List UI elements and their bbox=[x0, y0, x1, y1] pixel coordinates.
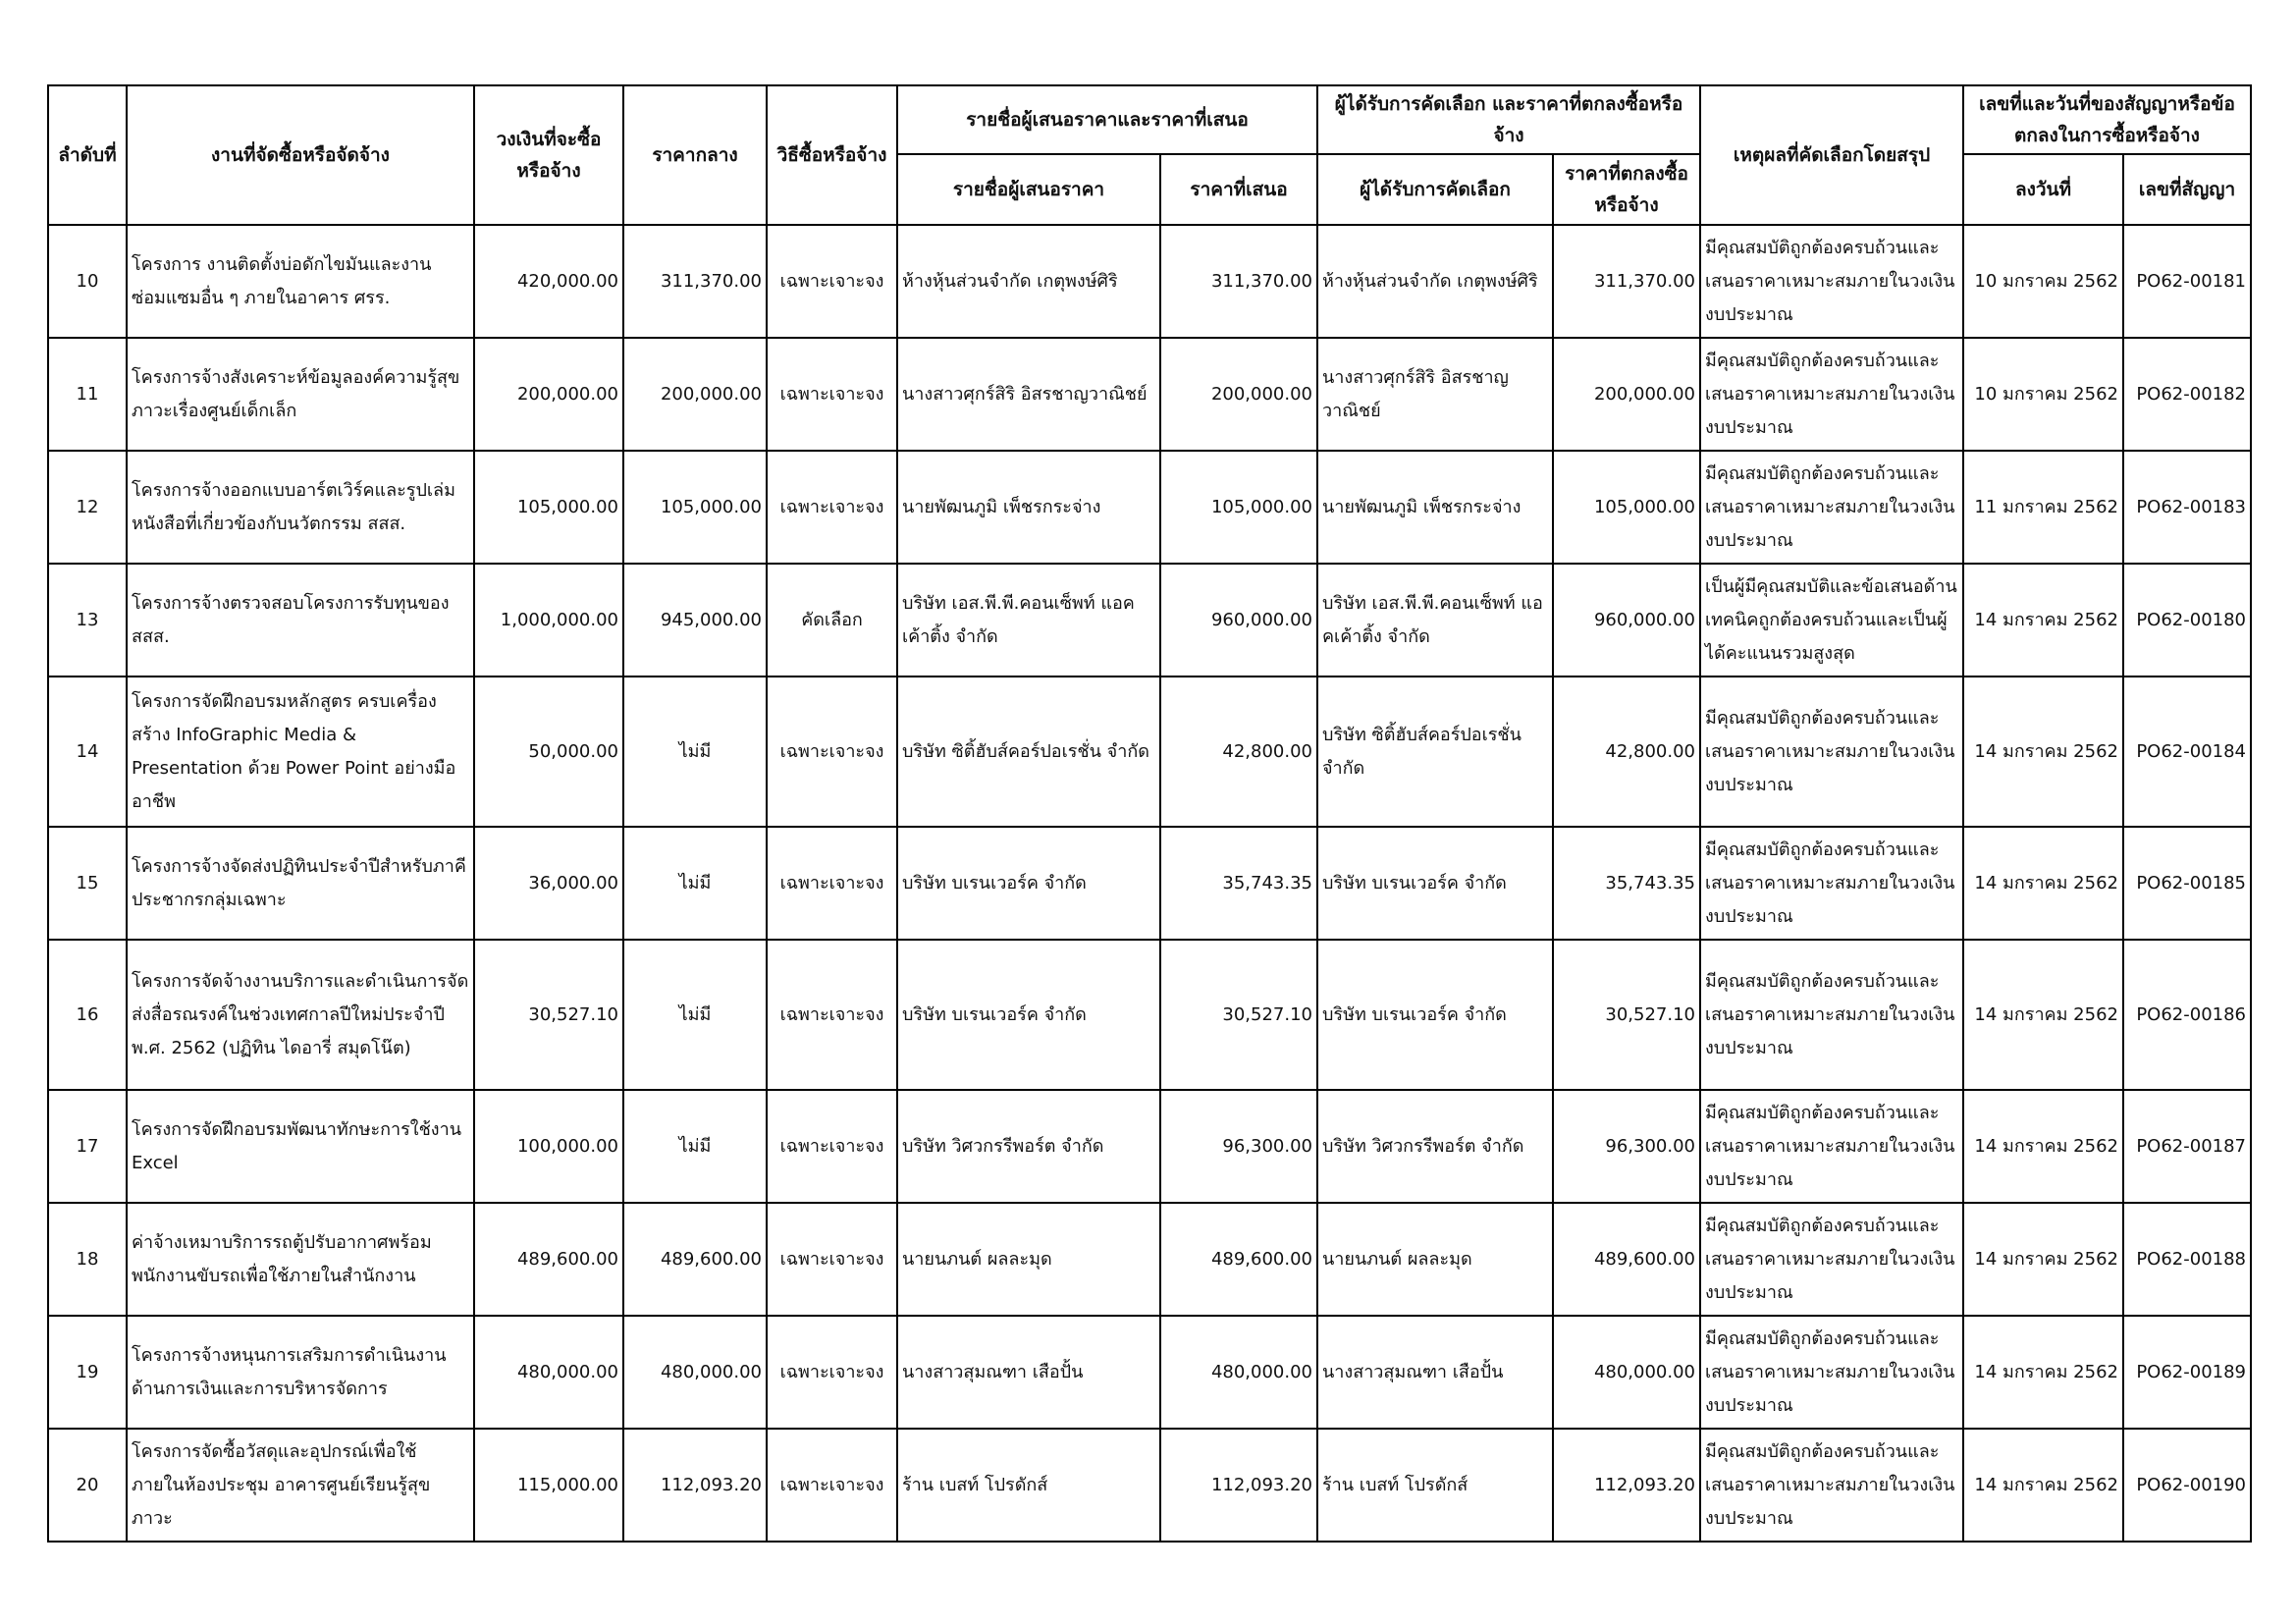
cell-bid-price: 30,527.10 bbox=[1160, 940, 1317, 1090]
cell-contract-no: PO62-00180 bbox=[2123, 564, 2251, 677]
cell-reason: มีคุณสมบัติถูกต้องครบถ้วนและเสนอราคาเหมาะสมภายในวงเงินงบประมาณ bbox=[1700, 677, 1963, 827]
cell-reason: มีคุณสมบัติถูกต้องครบถ้วนและเสนอราคาเหมาะสมภายในวงเงินงบประมาณ bbox=[1700, 338, 1963, 451]
cell-date: 14 มกราคม 2562 bbox=[1963, 1429, 2123, 1542]
header-method: วิธีซื้อหรือจ้าง bbox=[767, 85, 897, 225]
cell-date: 14 มกราคม 2562 bbox=[1963, 827, 2123, 940]
cell-selected-name: นายนภนต์ ผลละมุด bbox=[1317, 1203, 1553, 1316]
cell-agreed-price: 960,000.00 bbox=[1553, 564, 1700, 677]
cell-no: 16 bbox=[48, 940, 127, 1090]
cell-bidder-name: บริษัท ซิติ้ฮับส์คอร์ปอเรชั่น จำกัด bbox=[897, 677, 1160, 827]
cell-method: เฉพาะเจาะจง bbox=[767, 1090, 897, 1203]
cell-budget: 115,000.00 bbox=[474, 1429, 623, 1542]
cell-date: 14 มกราคม 2562 bbox=[1963, 1316, 2123, 1429]
header-contract-group: เลขที่และวันที่ของสัญญาหรือข้อตกลงในการซื้อหรือจ้าง bbox=[1963, 85, 2251, 154]
cell-bid-price: 489,600.00 bbox=[1160, 1203, 1317, 1316]
cell-agreed-price: 489,600.00 bbox=[1553, 1203, 1700, 1316]
cell-bidder-name: บริษัท เอส.พี.พี.คอนเซ็พท์ แอคเค้าติ้ง จำกัด bbox=[897, 564, 1160, 677]
cell-reason: มีคุณสมบัติถูกต้องครบถ้วนและเสนอราคาเหมาะสมภายในวงเงินงบประมาณ bbox=[1700, 940, 1963, 1090]
cell-bid-price: 200,000.00 bbox=[1160, 338, 1317, 451]
cell-contract-no: PO62-00187 bbox=[2123, 1090, 2251, 1203]
table-row bbox=[48, 1090, 2251, 1203]
cell-bidder-name: บริษัท บเรนเวอร์ค จำกัด bbox=[897, 940, 1160, 1090]
cell-no: 17 bbox=[48, 1090, 127, 1203]
cell-work: โครงการจ้างหนุนการเสริมการดำเนินงานด้านการเงินและการบริหารจัดการ bbox=[127, 1316, 474, 1429]
cell-reason: มีคุณสมบัติถูกต้องครบถ้วนและเสนอราคาเหมาะสมภายในวงเงินงบประมาณ bbox=[1700, 827, 1963, 940]
header-budget: วงเงินที่จะซื้อหรือจ้าง bbox=[474, 85, 623, 225]
table-body bbox=[48, 225, 2251, 1542]
cell-contract-no: PO62-00190 bbox=[2123, 1429, 2251, 1542]
procurement-table bbox=[47, 84, 2252, 1543]
cell-budget: 420,000.00 bbox=[474, 225, 623, 338]
cell-budget: 200,000.00 bbox=[474, 338, 623, 451]
cell-reason: เป็นผู้มีคุณสมบัติและข้อเสนอด้านเทคนิคถูกต้องครบถ้วนและเป็นผู้ได้คะแนนรวมสูงสุด bbox=[1700, 564, 1963, 677]
cell-agreed-price: 200,000.00 bbox=[1553, 338, 1700, 451]
header-reason: เหตุผลที่คัดเลือกโดยสรุป bbox=[1700, 85, 1963, 225]
cell-method: เฉพาะเจาะจง bbox=[767, 1316, 897, 1429]
cell-bidder-name: บริษัท วิศวกรรีพอร์ต จำกัด bbox=[897, 1090, 1160, 1203]
cell-selected-name: บริษัท ซิติ้ฮับส์คอร์ปอเรชั่น จำกัด bbox=[1317, 677, 1553, 827]
cell-median-price: 480,000.00 bbox=[623, 1316, 767, 1429]
cell-agreed-price: 112,093.20 bbox=[1553, 1429, 1700, 1542]
cell-contract-no: PO62-00181 bbox=[2123, 225, 2251, 338]
cell-bid-price: 105,000.00 bbox=[1160, 451, 1317, 564]
cell-work: โครงการจ้างออกแบบอาร์ตเวิร์คและรูปเล่มหนังสือที่เกี่ยวข้องกับนวัตกรรม สสส. bbox=[127, 451, 474, 564]
cell-agreed-price: 30,527.10 bbox=[1553, 940, 1700, 1090]
cell-contract-no: PO62-00189 bbox=[2123, 1316, 2251, 1429]
header-bidder-name: รายชื่อผู้เสนอราคา bbox=[897, 154, 1160, 225]
cell-method: เฉพาะเจาะจง bbox=[767, 677, 897, 827]
cell-bidder-name: นายนภนต์ ผลละมุด bbox=[897, 1203, 1160, 1316]
cell-work: โครงการจัดจ้างงานบริการและดำเนินการจัดส่งสื่อรณรงค์ในช่วงเทศกาลปีใหม่ประจำปี พ.ศ. 2562 (ปฏิทิน ไดอารี่ สมุดโน๊ต) bbox=[127, 940, 474, 1090]
cell-agreed-price: 42,800.00 bbox=[1553, 677, 1700, 827]
cell-budget: 50,000.00 bbox=[474, 677, 623, 827]
cell-method: เฉพาะเจาะจง bbox=[767, 1429, 897, 1542]
cell-bidder-name: ร้าน เบสท์ โปรดักส์ bbox=[897, 1429, 1160, 1542]
cell-median-price: 200,000.00 bbox=[623, 338, 767, 451]
cell-agreed-price: 35,743.35 bbox=[1553, 827, 1700, 940]
header-selected-group: ผู้ได้รับการคัดเลือก และราคาที่ตกลงซื้อหรือจ้าง bbox=[1317, 85, 1700, 154]
table-row bbox=[48, 677, 2251, 827]
cell-work: โครงการจัดซื้อวัสดุและอุปกรณ์เพื่อใช้ภายในห้องประชุม อาคารศูนย์เรียนรู้สุขภาวะ bbox=[127, 1429, 474, 1542]
cell-selected-name: บริษัท บเรนเวอร์ค จำกัด bbox=[1317, 940, 1553, 1090]
cell-work: โครงการจัดฝึกอบรมพัฒนาทักษะการใช้งาน Excel bbox=[127, 1090, 474, 1203]
cell-no: 14 bbox=[48, 677, 127, 827]
cell-bid-price: 42,800.00 bbox=[1160, 677, 1317, 827]
cell-contract-no: PO62-00183 bbox=[2123, 451, 2251, 564]
cell-budget: 30,527.10 bbox=[474, 940, 623, 1090]
cell-no: 12 bbox=[48, 451, 127, 564]
header-no: ลำดับที่ bbox=[48, 85, 127, 225]
cell-bid-price: 480,000.00 bbox=[1160, 1316, 1317, 1429]
cell-selected-name: บริษัท วิศวกรรีพอร์ต จำกัด bbox=[1317, 1090, 1553, 1203]
cell-date: 14 มกราคม 2562 bbox=[1963, 1090, 2123, 1203]
cell-date: 14 มกราคม 2562 bbox=[1963, 1203, 2123, 1316]
cell-reason: มีคุณสมบัติถูกต้องครบถ้วนและเสนอราคาเหมาะสมภายในวงเงินงบประมาณ bbox=[1700, 1316, 1963, 1429]
cell-method: เฉพาะเจาะจง bbox=[767, 225, 897, 338]
cell-no: 10 bbox=[48, 225, 127, 338]
cell-method: คัดเลือก bbox=[767, 564, 897, 677]
table-row bbox=[48, 338, 2251, 451]
cell-date: 11 มกราคม 2562 bbox=[1963, 451, 2123, 564]
cell-selected-name: นางสาวสุมณฑา เสือปั้น bbox=[1317, 1316, 1553, 1429]
cell-median-price: 489,600.00 bbox=[623, 1203, 767, 1316]
cell-work: โครงการ งานติดตั้งบ่อดักไขมันและงานซ่อมแซมอื่น ๆ ภายในอาคาร ศรร. bbox=[127, 225, 474, 338]
cell-method: เฉพาะเจาะจง bbox=[767, 338, 897, 451]
cell-bid-price: 311,370.00 bbox=[1160, 225, 1317, 338]
table-row bbox=[48, 451, 2251, 564]
header-agreed-price: ราคาที่ตกลงซื้อหรือจ้าง bbox=[1553, 154, 1700, 225]
cell-median-price: ไม่มี bbox=[623, 940, 767, 1090]
cell-bidder-name: นายพัฒนภูมิ เพ็ชรกระจ่าง bbox=[897, 451, 1160, 564]
cell-budget: 36,000.00 bbox=[474, 827, 623, 940]
cell-work: โครงการจ้างจัดส่งปฏิทินประจำปีสำหรับภาคีประชากรกลุ่มเฉพาะ bbox=[127, 827, 474, 940]
cell-date: 14 มกราคม 2562 bbox=[1963, 940, 2123, 1090]
cell-contract-no: PO62-00186 bbox=[2123, 940, 2251, 1090]
cell-no: 11 bbox=[48, 338, 127, 451]
cell-median-price: ไม่มี bbox=[623, 677, 767, 827]
cell-method: เฉพาะเจาะจง bbox=[767, 940, 897, 1090]
cell-bidder-name: ห้างหุ้นส่วนจำกัด เกตุพงษ์ศิริ bbox=[897, 225, 1160, 338]
cell-no: 20 bbox=[48, 1429, 127, 1542]
cell-median-price: ไม่มี bbox=[623, 827, 767, 940]
cell-selected-name: นายพัฒนภูมิ เพ็ชรกระจ่าง bbox=[1317, 451, 1553, 564]
header-selected-name: ผู้ได้รับการคัดเลือก bbox=[1317, 154, 1553, 225]
cell-bidder-name: บริษัท บเรนเวอร์ค จำกัด bbox=[897, 827, 1160, 940]
cell-bid-price: 96,300.00 bbox=[1160, 1090, 1317, 1203]
header-work: งานที่จัดซื้อหรือจัดจ้าง bbox=[127, 85, 474, 225]
cell-no: 15 bbox=[48, 827, 127, 940]
cell-median-price: 311,370.00 bbox=[623, 225, 767, 338]
table-row bbox=[48, 1316, 2251, 1429]
cell-no: 19 bbox=[48, 1316, 127, 1429]
cell-method: เฉพาะเจาะจง bbox=[767, 827, 897, 940]
cell-median-price: 945,000.00 bbox=[623, 564, 767, 677]
cell-reason: มีคุณสมบัติถูกต้องครบถ้วนและเสนอราคาเหมาะสมภายในวงเงินงบประมาณ bbox=[1700, 1429, 1963, 1542]
cell-agreed-price: 311,370.00 bbox=[1553, 225, 1700, 338]
cell-agreed-price: 480,000.00 bbox=[1553, 1316, 1700, 1429]
cell-date: 14 มกราคม 2562 bbox=[1963, 564, 2123, 677]
table-row bbox=[48, 827, 2251, 940]
cell-reason: มีคุณสมบัติถูกต้องครบถ้วนและเสนอราคาเหมาะสมภายในวงเงินงบประมาณ bbox=[1700, 451, 1963, 564]
table-row bbox=[48, 1429, 2251, 1542]
cell-reason: มีคุณสมบัติถูกต้องครบถ้วนและเสนอราคาเหมาะสมภายในวงเงินงบประมาณ bbox=[1700, 1203, 1963, 1316]
cell-median-price: 105,000.00 bbox=[623, 451, 767, 564]
cell-budget: 1,000,000.00 bbox=[474, 564, 623, 677]
cell-selected-name: ห้างหุ้นส่วนจำกัด เกตุพงษ์ศิริ bbox=[1317, 225, 1553, 338]
cell-selected-name: ร้าน เบสท์ โปรดักส์ bbox=[1317, 1429, 1553, 1542]
table-row bbox=[48, 564, 2251, 677]
cell-method: เฉพาะเจาะจง bbox=[767, 451, 897, 564]
header-bid-price: ราคาที่เสนอ bbox=[1160, 154, 1317, 225]
cell-contract-no: PO62-00184 bbox=[2123, 677, 2251, 827]
cell-agreed-price: 96,300.00 bbox=[1553, 1090, 1700, 1203]
cell-work: โครงการจัดฝึกอบรมหลักสูตร ครบเครื่องสร้าง InfoGraphic Media & Presentation ด้วย Power Point อย่างมืออาชีพ bbox=[127, 677, 474, 827]
cell-reason: มีคุณสมบัติถูกต้องครบถ้วนและเสนอราคาเหมาะสมภายในวงเงินงบประมาณ bbox=[1700, 1090, 1963, 1203]
table-row bbox=[48, 1203, 2251, 1316]
table-row bbox=[48, 225, 2251, 338]
cell-budget: 100,000.00 bbox=[474, 1090, 623, 1203]
cell-date: 10 มกราคม 2562 bbox=[1963, 225, 2123, 338]
cell-reason: มีคุณสมบัติถูกต้องครบถ้วนและเสนอราคาเหมาะสมภายในวงเงินงบประมาณ bbox=[1700, 225, 1963, 338]
cell-bid-price: 112,093.20 bbox=[1160, 1429, 1317, 1542]
cell-median-price: ไม่มี bbox=[623, 1090, 767, 1203]
cell-method: เฉพาะเจาะจง bbox=[767, 1203, 897, 1316]
cell-selected-name: บริษัท เอส.พี.พี.คอนเซ็พท์ แอคเค้าติ้ง จำกัด bbox=[1317, 564, 1553, 677]
header-contract-no: เลขที่สัญญา bbox=[2123, 154, 2251, 225]
cell-no: 18 bbox=[48, 1203, 127, 1316]
cell-no: 13 bbox=[48, 564, 127, 677]
table-row bbox=[48, 940, 2251, 1090]
cell-budget: 489,600.00 bbox=[474, 1203, 623, 1316]
cell-budget: 105,000.00 bbox=[474, 451, 623, 564]
cell-work: โครงการจ้างตรวจสอบโครงการรับทุนของ สสส. bbox=[127, 564, 474, 677]
cell-selected-name: บริษัท บเรนเวอร์ค จำกัด bbox=[1317, 827, 1553, 940]
cell-work: โครงการจ้างสังเคราะห์ข้อมูลองค์ความรู้สุขภาวะเรื่องศูนย์เด็กเล็ก bbox=[127, 338, 474, 451]
header-date: ลงวันที่ bbox=[1963, 154, 2123, 225]
cell-date: 14 มกราคม 2562 bbox=[1963, 677, 2123, 827]
cell-work: ค่าจ้างเหมาบริการรถตู้ปรับอากาศพร้อมพนักงานขับรถเพื่อใช้ภายในสำนักงาน bbox=[127, 1203, 474, 1316]
cell-contract-no: PO62-00188 bbox=[2123, 1203, 2251, 1316]
cell-median-price: 112,093.20 bbox=[623, 1429, 767, 1542]
header-bidders-group: รายชื่อผู้เสนอราคาและราคาที่เสนอ bbox=[897, 85, 1317, 154]
cell-budget: 480,000.00 bbox=[474, 1316, 623, 1429]
cell-selected-name: นางสาวศุกร์สิริ อิสรชาญวาณิชย์ bbox=[1317, 338, 1553, 451]
cell-date: 10 มกราคม 2562 bbox=[1963, 338, 2123, 451]
cell-agreed-price: 105,000.00 bbox=[1553, 451, 1700, 564]
cell-bidder-name: นางสาวสุมณฑา เสือปั้น bbox=[897, 1316, 1160, 1429]
cell-bid-price: 960,000.00 bbox=[1160, 564, 1317, 677]
cell-bid-price: 35,743.35 bbox=[1160, 827, 1317, 940]
header-median-price: ราคากลาง bbox=[623, 85, 767, 225]
cell-contract-no: PO62-00185 bbox=[2123, 827, 2251, 940]
cell-bidder-name: นางสาวศุกร์สิริ อิสรชาญวาณิชย์ bbox=[897, 338, 1160, 451]
cell-contract-no: PO62-00182 bbox=[2123, 338, 2251, 451]
